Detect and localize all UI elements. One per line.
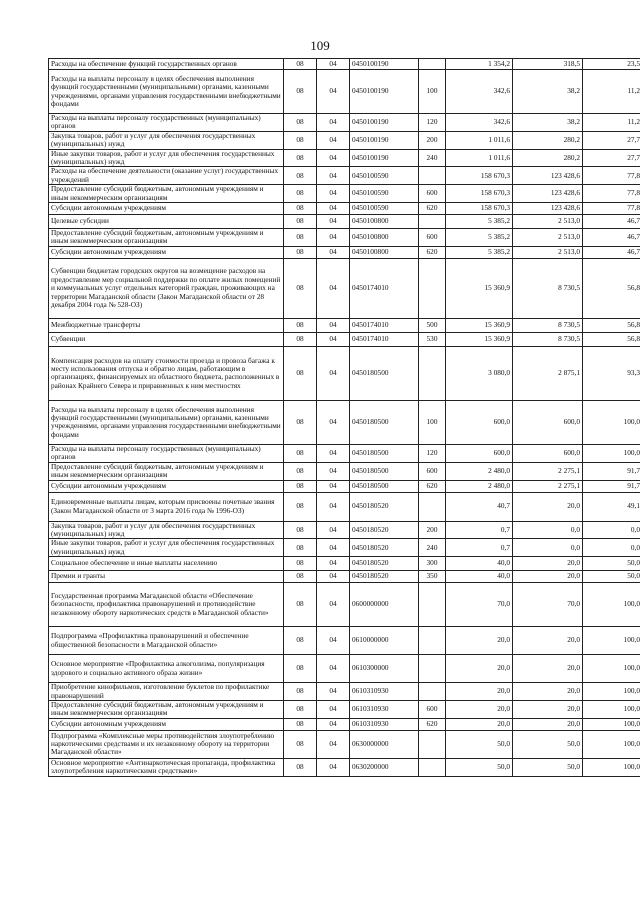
section-code: 08 <box>284 521 317 539</box>
table-row <box>49 521 640 539</box>
expense-type-code: 300 <box>419 557 446 571</box>
approved-amount: 40,7 <box>446 492 513 521</box>
expense-type-code <box>419 492 446 521</box>
section-code: 08 <box>284 229 317 247</box>
executed-amount: 8 730,5 <box>513 318 583 332</box>
table-row <box>49 131 640 149</box>
executed-amount: 50,0 <box>513 758 583 776</box>
row-name: Расходы на выплаты персоналу государственных (муниципальных) органов <box>49 444 284 462</box>
budget-table-body <box>49 59 640 777</box>
approved-amount: 50,0 <box>446 730 513 758</box>
executed-amount: 20,0 <box>513 557 583 571</box>
row-name: Иные закупки товаров, работ и услуг для обеспечения государственных (муниципальных) нужд <box>49 539 284 557</box>
subsection-code: 04 <box>317 114 350 132</box>
executed-amount: 2 275,1 <box>513 480 583 492</box>
expense-type-code: 600 <box>419 700 446 718</box>
subsection-code: 04 <box>317 185 350 203</box>
subsection-code: 04 <box>317 167 350 185</box>
approved-amount: 20,0 <box>446 683 513 701</box>
executed-amount: 2 275,1 <box>513 462 583 480</box>
row-name: Целевые субсидии <box>49 215 284 229</box>
row-name: Закупка товаров, работ и услуг для обеспечения государственных (муниципальных) нужд <box>49 521 284 539</box>
executed-amount: 123 428,6 <box>513 185 583 203</box>
approved-amount: 20,0 <box>446 718 513 730</box>
target-article-code: 0450100800 <box>350 246 419 258</box>
subsection-code: 04 <box>317 149 350 167</box>
table-row <box>49 149 640 167</box>
target-article-code: 0610310930 <box>350 683 419 701</box>
executed-amount: 318,5 <box>513 59 583 70</box>
approved-amount: 3 080,0 <box>446 346 513 400</box>
table-row <box>49 114 640 132</box>
execution-percent: 100,0 <box>583 655 640 683</box>
row-name: Социальное обеспечение и иные выплаты населению <box>49 557 284 571</box>
table-row <box>49 185 640 203</box>
approved-amount: 40,0 <box>446 571 513 583</box>
target-article-code: 0450180500 <box>350 346 419 400</box>
execution-percent: 11,2 <box>583 70 640 114</box>
approved-amount: 5 385,2 <box>446 229 513 247</box>
section-code: 08 <box>284 700 317 718</box>
subsection-code: 04 <box>317 492 350 521</box>
expense-type-code <box>419 583 446 627</box>
section-code: 08 <box>284 400 317 444</box>
section-code: 08 <box>284 557 317 571</box>
target-article-code: 0450180520 <box>350 492 419 521</box>
execution-percent: 77,8 <box>583 167 640 185</box>
target-article-code: 0450180500 <box>350 462 419 480</box>
section-code: 08 <box>284 346 317 400</box>
target-article-code: 0610300000 <box>350 655 419 683</box>
subsection-code: 04 <box>317 59 350 70</box>
expense-type-code <box>419 258 446 318</box>
target-article-code: 0450100800 <box>350 215 419 229</box>
subsection-code: 04 <box>317 131 350 149</box>
subsection-code: 04 <box>317 346 350 400</box>
execution-percent: 77,8 <box>583 203 640 215</box>
table-row <box>49 258 640 318</box>
row-name: Подпрограмма «Комплексные меры противодействия злоупотреблению наркотическими средствами и их незаконному обороту на территории Магаданской области» <box>49 730 284 758</box>
row-name: Расходы на выплаты персоналу в целях обеспечения выполнения функций государственными (муниципальными) органами, казенными учреждениями, органами управления государственными внебюджетными фондами <box>49 70 284 114</box>
execution-percent: 100,0 <box>583 444 640 462</box>
subsection-code: 04 <box>317 683 350 701</box>
table-row <box>49 332 640 346</box>
target-article-code: 0450180500 <box>350 480 419 492</box>
execution-percent: 100,0 <box>583 730 640 758</box>
subsection-code: 04 <box>317 332 350 346</box>
table-row <box>49 167 640 185</box>
expense-type-code: 600 <box>419 462 446 480</box>
executed-amount: 20,0 <box>513 627 583 655</box>
row-name: Компенсация расходов на оплату стоимости проезда и провоза багажа к месту использования отпуска и обратно лицам, работающим в организациях, финансируемых из областного бюджета, расположенных в районах Крайнего Севера и приравненных к ним местностях <box>49 346 284 400</box>
table-row <box>49 730 640 758</box>
executed-amount: 123 428,6 <box>513 167 583 185</box>
table-row <box>49 627 640 655</box>
target-article-code: 0450174010 <box>350 332 419 346</box>
table-row <box>49 346 640 400</box>
table-row <box>49 571 640 583</box>
approved-amount: 1 011,6 <box>446 131 513 149</box>
row-name: Закупка товаров, работ и услуг для обеспечения государственных (муниципальных) нужд <box>49 131 284 149</box>
approved-amount: 158 670,3 <box>446 167 513 185</box>
table-row <box>49 655 640 683</box>
table-row <box>49 683 640 701</box>
execution-percent: 27,7 <box>583 131 640 149</box>
execution-percent: 46,7 <box>583 229 640 247</box>
approved-amount: 158 670,3 <box>446 203 513 215</box>
row-name: Предоставление субсидий бюджетным, автономным учреждениям и иным некоммерческим организациям <box>49 700 284 718</box>
executed-amount: 0,0 <box>513 539 583 557</box>
target-article-code: 0450100190 <box>350 70 419 114</box>
approved-amount: 5 385,2 <box>446 215 513 229</box>
subsection-code: 04 <box>317 730 350 758</box>
target-article-code: 0630200000 <box>350 758 419 776</box>
expense-type-code <box>419 346 446 400</box>
executed-amount: 38,2 <box>513 70 583 114</box>
target-article-code: 0450100190 <box>350 131 419 149</box>
approved-amount: 0,7 <box>446 539 513 557</box>
row-name: Иные закупки товаров, работ и услуг для обеспечения государственных (муниципальных) нужд <box>49 149 284 167</box>
section-code: 08 <box>284 332 317 346</box>
approved-amount: 40,0 <box>446 557 513 571</box>
subsection-code: 04 <box>317 700 350 718</box>
execution-percent: 100,0 <box>583 718 640 730</box>
subsection-code: 04 <box>317 229 350 247</box>
target-article-code: 0450100190 <box>350 149 419 167</box>
approved-amount: 2 480,0 <box>446 480 513 492</box>
subsection-code: 04 <box>317 480 350 492</box>
expense-type-code: 620 <box>419 718 446 730</box>
approved-amount: 20,0 <box>446 655 513 683</box>
section-code: 08 <box>284 539 317 557</box>
executed-amount: 280,2 <box>513 149 583 167</box>
row-name: Расходы на обеспечение деятельности (оказание услуг) государственных учреждений <box>49 167 284 185</box>
target-article-code: 0450100590 <box>350 185 419 203</box>
subsection-code: 04 <box>317 539 350 557</box>
approved-amount: 158 670,3 <box>446 185 513 203</box>
expense-type-code <box>419 655 446 683</box>
section-code: 08 <box>284 730 317 758</box>
expense-type-code: 240 <box>419 539 446 557</box>
table-row <box>49 583 640 627</box>
execution-percent: 91,7 <box>583 462 640 480</box>
expense-type-code <box>419 730 446 758</box>
row-name: Единовременные выплаты лицам, которым присвоены почетные звания (Закон Магаданской области от 3 марта 2016 года № 1996-ОЗ) <box>49 492 284 521</box>
table-row <box>49 215 640 229</box>
expense-type-code: 620 <box>419 480 446 492</box>
executed-amount: 0,0 <box>513 521 583 539</box>
target-article-code: 0450180520 <box>350 521 419 539</box>
table-row <box>49 462 640 480</box>
expense-type-code: 620 <box>419 246 446 258</box>
execution-percent: 100,0 <box>583 583 640 627</box>
section-code: 08 <box>284 318 317 332</box>
executed-amount: 2 513,0 <box>513 229 583 247</box>
row-name: Субвенции <box>49 332 284 346</box>
executed-amount: 8 730,5 <box>513 258 583 318</box>
expense-type-code: 600 <box>419 229 446 247</box>
section-code: 08 <box>284 462 317 480</box>
row-name: Расходы на обеспечение функций государственных органов <box>49 59 284 70</box>
section-code: 08 <box>284 149 317 167</box>
execution-percent: 0,0 <box>583 539 640 557</box>
table-row <box>49 229 640 247</box>
target-article-code: 0450180520 <box>350 557 419 571</box>
section-code: 08 <box>284 683 317 701</box>
executed-amount: 20,0 <box>513 492 583 521</box>
expense-type-code <box>419 167 446 185</box>
execution-percent: 11,2 <box>583 114 640 132</box>
table-row <box>49 480 640 492</box>
executed-amount: 600,0 <box>513 400 583 444</box>
subsection-code: 04 <box>317 400 350 444</box>
approved-amount: 600,0 <box>446 400 513 444</box>
expense-type-code: 350 <box>419 571 446 583</box>
table-row <box>49 557 640 571</box>
row-name: Межбюджетные трансферты <box>49 318 284 332</box>
executed-amount: 20,0 <box>513 655 583 683</box>
row-name: Расходы на выплаты персоналу в целях обеспечения выполнения функций государственными (муниципальными) органами, казенными учреждениями, органами управления государственными внебюджетными фондами <box>49 400 284 444</box>
target-article-code: 0450100800 <box>350 229 419 247</box>
target-article-code: 0450180520 <box>350 539 419 557</box>
executed-amount: 20,0 <box>513 718 583 730</box>
target-article-code: 0450174010 <box>350 258 419 318</box>
execution-percent: 56,8 <box>583 332 640 346</box>
subsection-code: 04 <box>317 758 350 776</box>
row-name: Премии и гранты <box>49 571 284 583</box>
execution-percent: 50,0 <box>583 557 640 571</box>
table-row <box>49 59 640 70</box>
execution-percent: 23,5 <box>583 59 640 70</box>
execution-percent: 0,0 <box>583 521 640 539</box>
target-article-code: 0450180500 <box>350 444 419 462</box>
row-name: Субсидии автономным учреждениям <box>49 718 284 730</box>
expense-type-code <box>419 215 446 229</box>
table-row <box>49 70 640 114</box>
execution-percent: 100,0 <box>583 758 640 776</box>
executed-amount: 20,0 <box>513 571 583 583</box>
subsection-code: 04 <box>317 583 350 627</box>
table-row <box>49 539 640 557</box>
section-code: 08 <box>284 203 317 215</box>
expense-type-code: 120 <box>419 114 446 132</box>
expense-type-code: 240 <box>419 149 446 167</box>
section-code: 08 <box>284 59 317 70</box>
executed-amount: 123 428,6 <box>513 203 583 215</box>
section-code: 08 <box>284 114 317 132</box>
target-article-code: 0610310930 <box>350 718 419 730</box>
section-code: 08 <box>284 131 317 149</box>
execution-percent: 50,0 <box>583 571 640 583</box>
expense-type-code <box>419 683 446 701</box>
approved-amount: 15 360,9 <box>446 258 513 318</box>
section-code: 08 <box>284 627 317 655</box>
subsection-code: 04 <box>317 70 350 114</box>
expense-type-code: 100 <box>419 70 446 114</box>
executed-amount: 38,2 <box>513 114 583 132</box>
section-code: 08 <box>284 167 317 185</box>
expense-type-code <box>419 758 446 776</box>
approved-amount: 20,0 <box>446 627 513 655</box>
subsection-code: 04 <box>317 318 350 332</box>
target-article-code: 0610310930 <box>350 700 419 718</box>
approved-amount: 15 360,9 <box>446 318 513 332</box>
target-article-code: 0450180520 <box>350 571 419 583</box>
execution-percent: 46,7 <box>583 215 640 229</box>
execution-percent: 49,1 <box>583 492 640 521</box>
approved-amount: 600,0 <box>446 444 513 462</box>
subsection-code: 04 <box>317 655 350 683</box>
execution-percent: 46,7 <box>583 246 640 258</box>
row-name: Субвенции бюджетам городских округов на возмещение расходов на предоставление мер социальной поддержки по оплате жилых помещений и коммунальных услуг отдельных категорий граждан, проживающих на территории Магаданской области (Закон Магаданской области от 28 декабря 2004 года № 528-ОЗ) <box>49 258 284 318</box>
section-code: 08 <box>284 480 317 492</box>
executed-amount: 280,2 <box>513 131 583 149</box>
executed-amount: 2 513,0 <box>513 215 583 229</box>
section-code: 08 <box>284 655 317 683</box>
section-code: 08 <box>284 215 317 229</box>
executed-amount: 8 730,5 <box>513 332 583 346</box>
subsection-code: 04 <box>317 627 350 655</box>
target-article-code: 0450174010 <box>350 318 419 332</box>
execution-percent: 100,0 <box>583 400 640 444</box>
approved-amount: 1 011,6 <box>446 149 513 167</box>
execution-percent: 100,0 <box>583 700 640 718</box>
subsection-code: 04 <box>317 215 350 229</box>
page-number: 109 <box>310 38 330 53</box>
row-name: Расходы на выплаты персоналу государственных (муниципальных) органов <box>49 114 284 132</box>
expense-type-code: 600 <box>419 185 446 203</box>
approved-amount: 0,7 <box>446 521 513 539</box>
table-row <box>49 700 640 718</box>
table-row <box>49 492 640 521</box>
subsection-code: 04 <box>317 462 350 480</box>
executed-amount: 70,0 <box>513 583 583 627</box>
row-name: Субсидии автономным учреждениям <box>49 246 284 258</box>
table-row <box>49 444 640 462</box>
section-code: 08 <box>284 492 317 521</box>
target-article-code: 0630000000 <box>350 730 419 758</box>
row-name: Основное мероприятие «Профилактика алкоголизма, популяризация здорового и социально активного образа жизни» <box>49 655 284 683</box>
table-row <box>49 718 640 730</box>
target-article-code: 0450100590 <box>350 203 419 215</box>
execution-percent: 93,3 <box>583 346 640 400</box>
executed-amount: 50,0 <box>513 730 583 758</box>
section-code: 08 <box>284 246 317 258</box>
executed-amount: 20,0 <box>513 683 583 701</box>
approved-amount: 70,0 <box>446 583 513 627</box>
execution-percent: 56,8 <box>583 318 640 332</box>
target-article-code: 0450100590 <box>350 167 419 185</box>
approved-amount: 1 354,2 <box>446 59 513 70</box>
table-row <box>49 318 640 332</box>
execution-percent: 100,0 <box>583 683 640 701</box>
expense-type-code <box>419 59 446 70</box>
approved-amount: 342,6 <box>446 114 513 132</box>
approved-amount: 342,6 <box>446 70 513 114</box>
approved-amount: 5 385,2 <box>446 246 513 258</box>
target-article-code: 0450100190 <box>350 114 419 132</box>
subsection-code: 04 <box>317 557 350 571</box>
subsection-code: 04 <box>317 521 350 539</box>
target-article-code: 0450100190 <box>350 59 419 70</box>
section-code: 08 <box>284 718 317 730</box>
executed-amount: 20,0 <box>513 700 583 718</box>
target-article-code: 0610000000 <box>350 627 419 655</box>
subsection-code: 04 <box>317 718 350 730</box>
table-row <box>49 400 640 444</box>
expense-type-code <box>419 627 446 655</box>
table-row <box>49 203 640 215</box>
expense-type-code: 100 <box>419 400 446 444</box>
executed-amount: 600,0 <box>513 444 583 462</box>
section-code: 08 <box>284 258 317 318</box>
budget-table <box>48 58 640 777</box>
executed-amount: 2 513,0 <box>513 246 583 258</box>
approved-amount: 20,0 <box>446 700 513 718</box>
expense-type-code: 200 <box>419 521 446 539</box>
subsection-code: 04 <box>317 571 350 583</box>
table-row <box>49 246 640 258</box>
row-name: Предоставление субсидий бюджетным, автономным учреждениям и иным некоммерческим организациям <box>49 185 284 203</box>
execution-percent: 91,7 <box>583 480 640 492</box>
approved-amount: 50,0 <box>446 758 513 776</box>
section-code: 08 <box>284 571 317 583</box>
subsection-code: 04 <box>317 258 350 318</box>
row-name: Субсидии автономным учреждениям <box>49 480 284 492</box>
row-name: Приобретение кинофильмов, изготовление буклетов по профилактике правонарушений <box>49 683 284 701</box>
expense-type-code: 530 <box>419 332 446 346</box>
execution-percent: 27,7 <box>583 149 640 167</box>
row-name: Предоставление субсидий бюджетным, автономным учреждениям и иным некоммерческим организациям <box>49 229 284 247</box>
row-name: Государственная программа Магаданской области «Обеспечение безопасности, профилактика правонарушений и противодействие незаконному обороту наркотических средств в Магаданской области» <box>49 583 284 627</box>
expense-type-code: 200 <box>419 131 446 149</box>
row-name: Субсидии автономным учреждениям <box>49 203 284 215</box>
target-article-code: 0600000000 <box>350 583 419 627</box>
subsection-code: 04 <box>317 246 350 258</box>
subsection-code: 04 <box>317 444 350 462</box>
executed-amount: 2 875,1 <box>513 346 583 400</box>
section-code: 08 <box>284 758 317 776</box>
expense-type-code: 620 <box>419 203 446 215</box>
section-code: 08 <box>284 583 317 627</box>
expense-type-code: 500 <box>419 318 446 332</box>
execution-percent: 100,0 <box>583 627 640 655</box>
target-article-code: 0450180500 <box>350 400 419 444</box>
execution-percent: 77,8 <box>583 185 640 203</box>
section-code: 08 <box>284 185 317 203</box>
approved-amount: 15 360,9 <box>446 332 513 346</box>
row-name: Подпрограмма «Профилактика правонарушений и обеспечение общественной безопасности в Магаданской области» <box>49 627 284 655</box>
section-code: 08 <box>284 444 317 462</box>
table-row <box>49 758 640 776</box>
approved-amount: 2 480,0 <box>446 462 513 480</box>
row-name: Предоставление субсидий бюджетным, автономным учреждениям и иным некоммерческим организациям <box>49 462 284 480</box>
section-code: 08 <box>284 70 317 114</box>
execution-percent: 56,8 <box>583 258 640 318</box>
subsection-code: 04 <box>317 203 350 215</box>
expense-type-code: 120 <box>419 444 446 462</box>
row-name: Основное мероприятие «Антинаркотическая пропаганда, профилактика злоупотребления наркотическими средствами» <box>49 758 284 776</box>
